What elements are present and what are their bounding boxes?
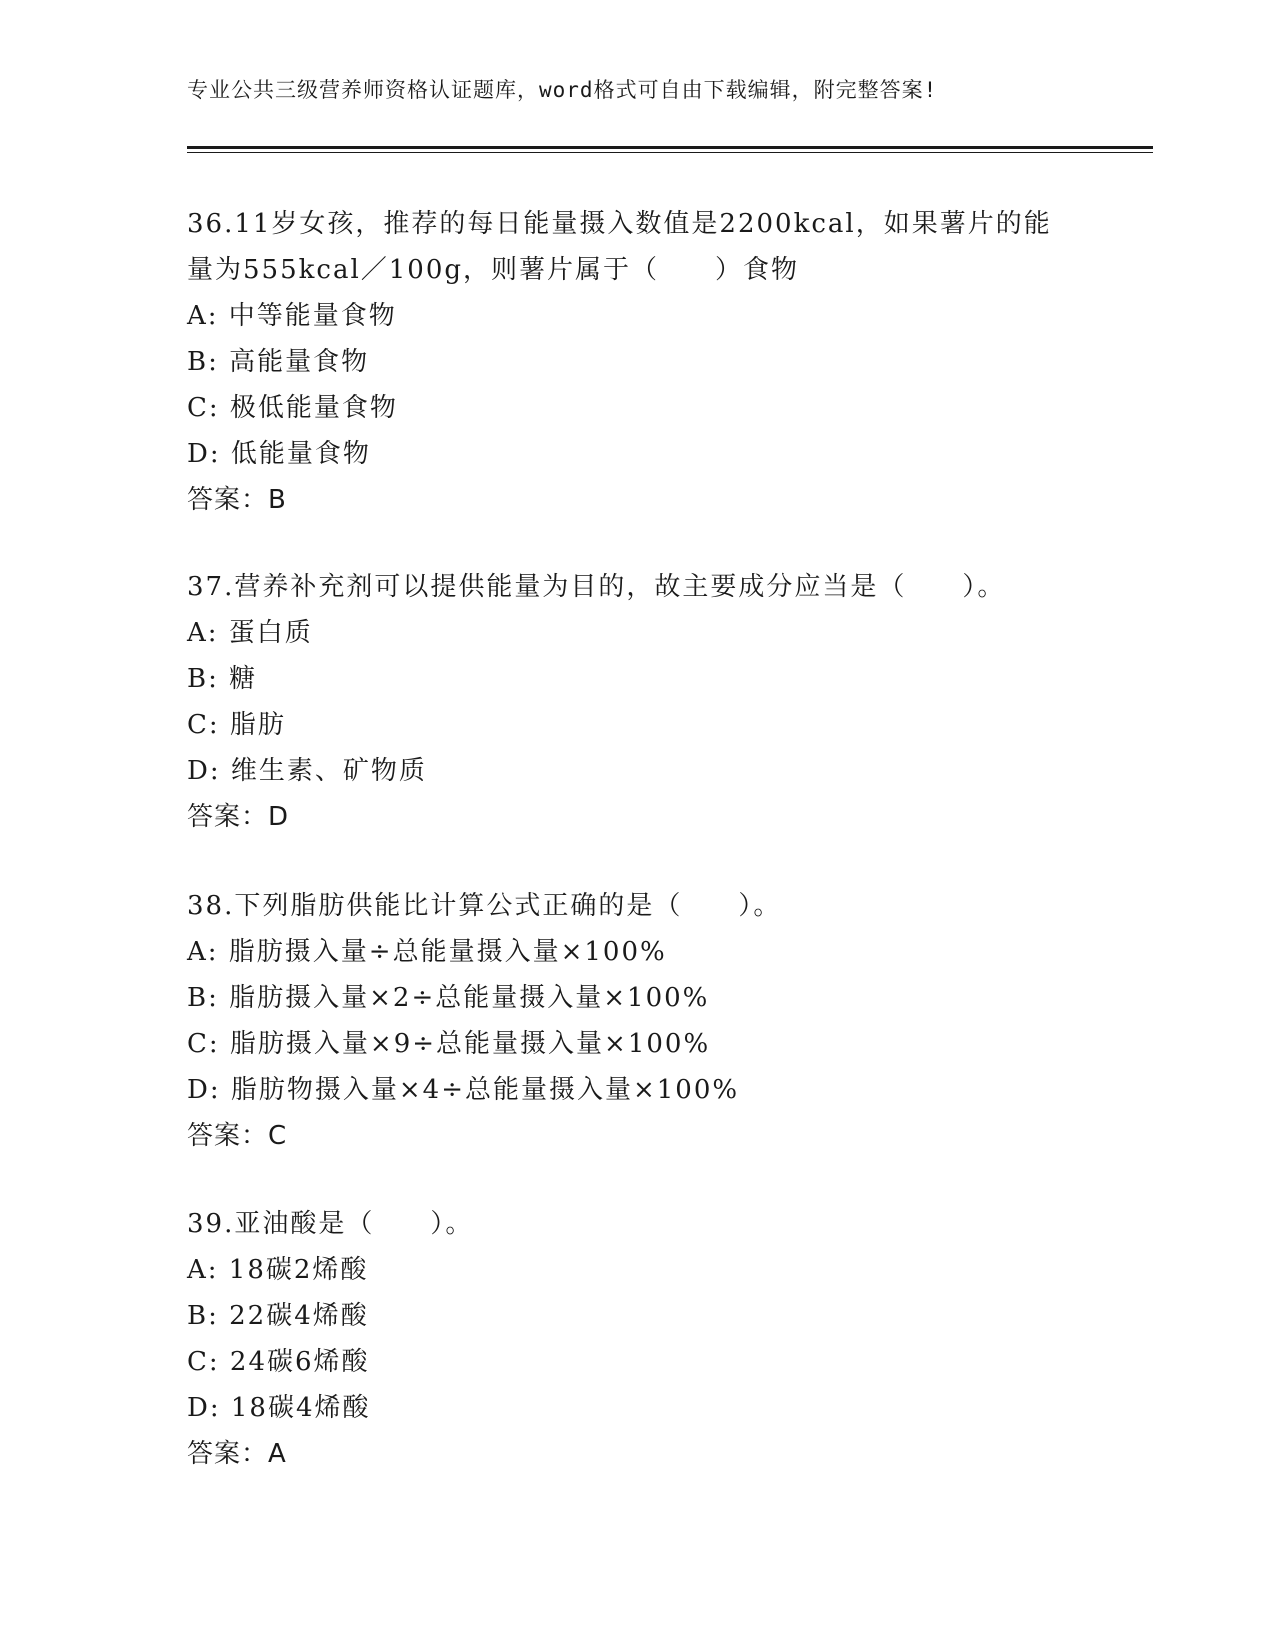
question-stem: 39.亚油酸是（ ）。 [187, 1209, 474, 1239]
option-d: D: 脂肪物摄入量×4÷总能量摄入量×100% [187, 1075, 740, 1105]
question-36 [187, 201, 1087, 523]
option-a: A: 中等能量食物 [187, 301, 397, 331]
option-a: A: 18碳2烯酸 [187, 1255, 369, 1285]
option-c: C: 24碳6烯酸 [187, 1347, 370, 1377]
option-a: A: 蛋白质 [187, 618, 313, 648]
page-header: 专业公共三级营养师资格认证题库，word格式可自由下载编辑，附完整答案! [187, 78, 938, 102]
question-38 [187, 883, 1087, 1159]
answer: 答案：D [187, 802, 290, 832]
option-c: C: 脂肪摄入量×9÷总能量摄入量×100% [187, 1029, 711, 1059]
option-d: D: 18碳4烯酸 [187, 1393, 371, 1423]
option-b: B: 脂肪摄入量×2÷总能量摄入量×100% [187, 983, 710, 1013]
question-stem: 量为555kcal／100g，则薯片属于（ ）食物 [187, 255, 800, 285]
option-c: C: 脂肪 [187, 710, 286, 740]
question-39 [187, 1201, 1087, 1477]
option-b: B: 糖 [187, 664, 258, 694]
option-b: B: 22碳4烯酸 [187, 1301, 369, 1331]
header-divider-thin [187, 152, 1153, 153]
question-stem: 36.11岁女孩，推荐的每日能量摄入数值是2200kcal，如果薯片的能 [187, 209, 1052, 239]
answer: 答案：A [187, 1439, 287, 1469]
option-d: D: 低能量食物 [187, 439, 371, 469]
option-b: B: 高能量食物 [187, 347, 370, 377]
question-37 [187, 564, 1087, 840]
answer: 答案：C [187, 1121, 288, 1151]
header-divider-thick [187, 146, 1153, 149]
answer: 答案：B [187, 485, 287, 515]
option-c: C: 极低能量食物 [187, 393, 398, 423]
question-stem: 38.下列脂肪供能比计算公式正确的是（ ）。 [187, 891, 782, 921]
question-stem: 37.营养补充剂可以提供能量为目的，故主要成分应当是（ ）。 [187, 572, 1006, 602]
option-a: A: 脂肪摄入量÷总能量摄入量×100% [187, 937, 667, 967]
option-d: D: 维生素、矿物质 [187, 756, 427, 786]
